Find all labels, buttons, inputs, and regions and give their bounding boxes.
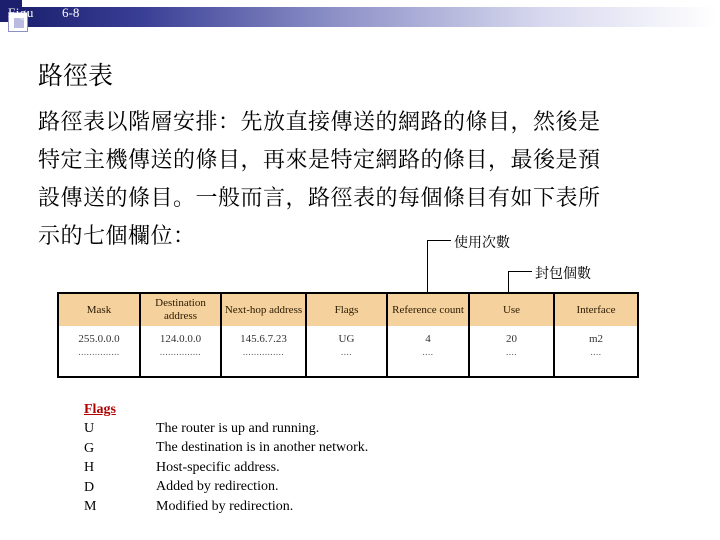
table-cell-mask: 255.0.0.0 — [78, 333, 120, 345]
table-cell-destination: 124.0.0.0 — [159, 333, 202, 345]
table-cell-next-hop: 145.6.7.23 — [240, 333, 287, 345]
flag-description: Added by redirection. — [156, 479, 279, 495]
column-header-flags: Flags — [334, 303, 359, 316]
use-callout-leader — [427, 240, 451, 241]
column-header-destination: Destination address — [155, 297, 206, 322]
paragraph-line: 示的七個欄位： — [38, 224, 196, 249]
interface-callout-label: 封包個數 — [535, 266, 591, 282]
table-cell-ellipsis: .... — [590, 347, 602, 357]
flags-legend-title: Flags — [84, 402, 116, 417]
flags-legend — [84, 400, 116, 516]
table-cell-use: 20 — [506, 333, 517, 345]
flag-letter: G — [84, 440, 95, 456]
flags-descriptions — [156, 419, 368, 516]
flag-letter: M — [84, 499, 97, 515]
use-callout-leader — [427, 240, 428, 292]
column-header-reference-count: Reference count — [392, 303, 464, 316]
column-header-mask: Mask — [86, 303, 112, 316]
routing-table — [57, 292, 639, 378]
table-cell-ellipsis: .... — [506, 347, 517, 357]
flag-description: Host-specific address. — [156, 459, 280, 475]
header-bar — [0, 0, 720, 30]
table-cell-flags: UG — [338, 333, 355, 345]
table-cell-reference-count: 4 — [425, 333, 431, 345]
use-callout-label: 使用次數 — [454, 235, 510, 251]
flag-letter: U — [84, 421, 95, 437]
interface-callout-leader — [508, 271, 509, 292]
table-cell-ellipsis: .... — [422, 347, 434, 357]
flag-description: Modified by redirection. — [156, 498, 294, 514]
flag-letter: D — [84, 479, 95, 495]
paragraph-line: 設傳送的條目。一般而言，路徑表的每個條目有如下表所 — [38, 186, 601, 211]
slide-title: 路徑表 — [38, 61, 114, 90]
table-cell-interface: m2 — [588, 333, 604, 345]
figure-label: Figu — [8, 5, 34, 20]
paragraph-line: 特定主機傳送的條目，再來是特定網路的條目，最後是預 — [38, 148, 601, 173]
table-cell-ellipsis: ............... — [242, 347, 285, 357]
table-cell-ellipsis: ............... — [159, 347, 202, 357]
interface-callout-leader — [508, 271, 532, 272]
flag-description: The router is up and running. — [156, 421, 320, 436]
column-header-use: Use — [502, 303, 521, 316]
column-header-interface: Interface — [576, 303, 616, 316]
flag-letter: H — [84, 460, 95, 476]
header-gradient-bar — [16, 7, 716, 27]
table-cell-ellipsis: .... — [341, 347, 352, 357]
column-header-next-hop: Next-hop address — [224, 303, 303, 316]
flag-description: The destination is in another network. — [156, 440, 369, 456]
figure-number: 6-8 — [62, 5, 80, 20]
paragraph-line: 路徑表以階層安排：先放直接傳送的網路的條目，然後是 — [38, 110, 601, 135]
body-paragraph — [38, 104, 648, 256]
table-cell-ellipsis: ............... — [78, 347, 120, 357]
